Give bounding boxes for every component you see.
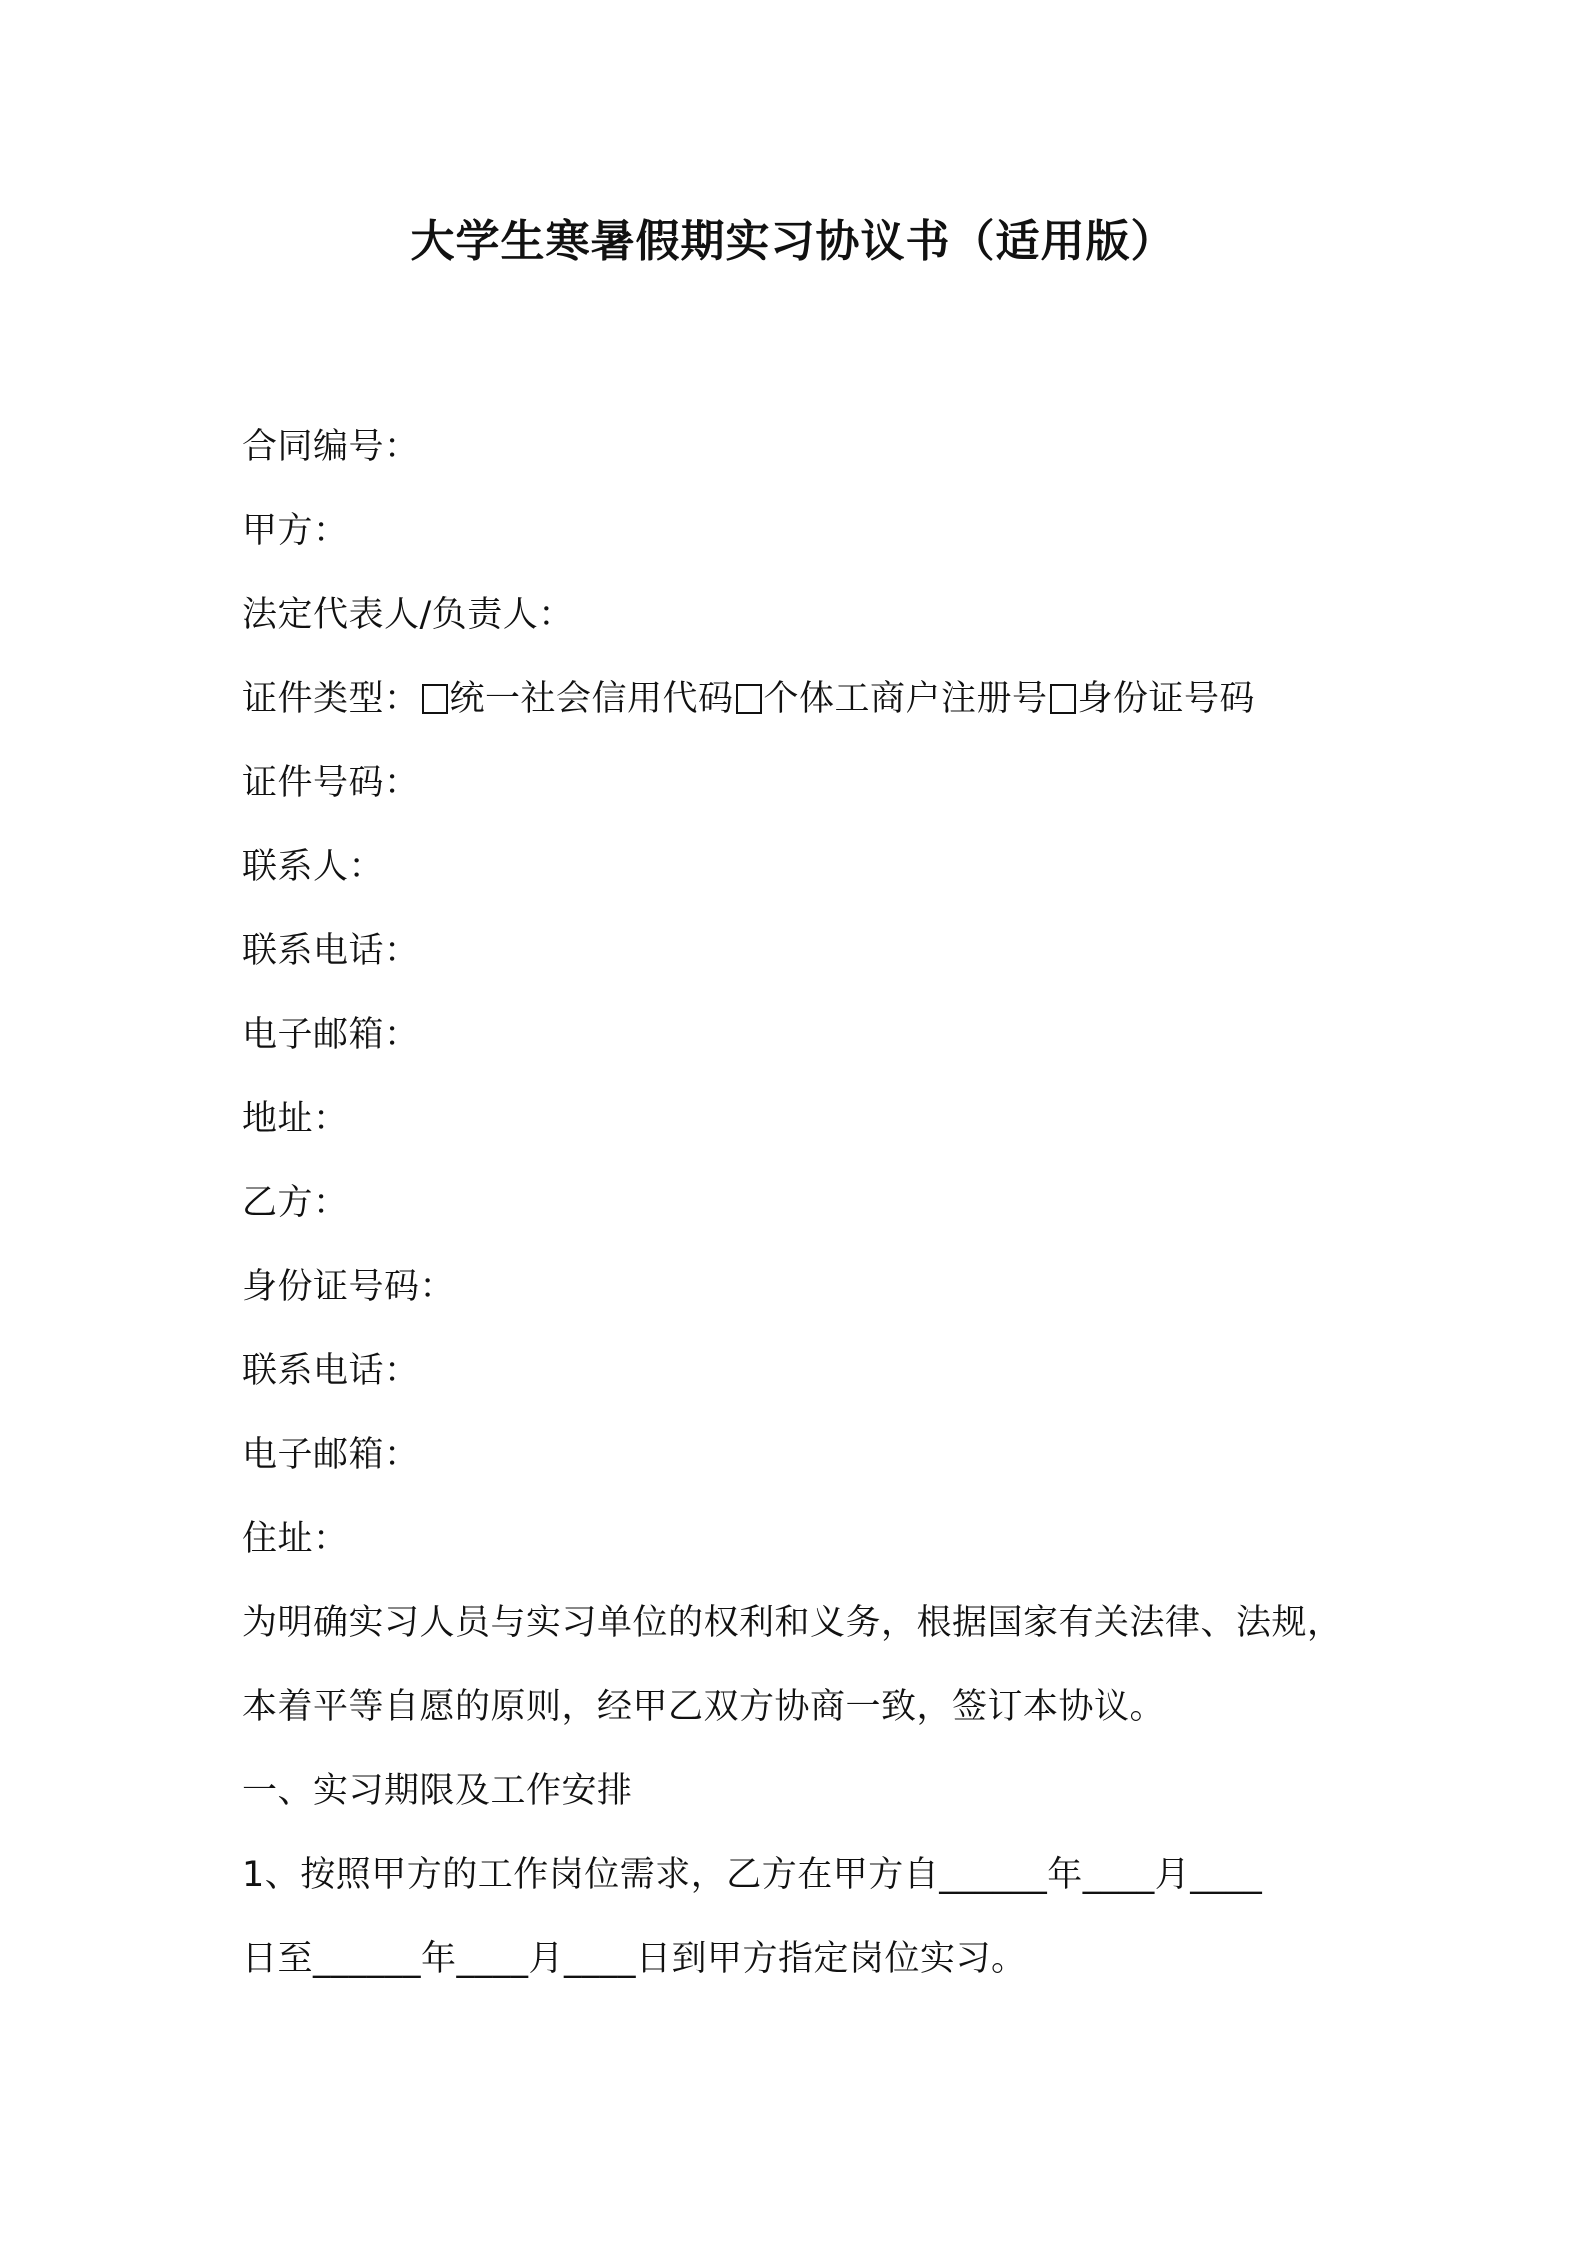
business-registration-checkbox[interactable] — [736, 684, 762, 714]
unified-credit-code-option: 统一社会信用代码 — [449, 679, 734, 719]
contact-person-line: 联系人： — [242, 847, 385, 887]
party-b-line: 乙方： — [242, 1183, 349, 1223]
party-b-phone-line: 联系电话： — [242, 1351, 420, 1391]
clause-1-line-2: 日至______年____月____日到甲方指定岗位实习。 — [242, 1939, 1027, 1979]
document-body — [242, 405, 1362, 2001]
section-1-heading: 一、实习期限及工作安排 — [242, 1771, 633, 1811]
unified-credit-code-checkbox[interactable] — [422, 684, 448, 714]
clause-1-line-1: 1、按照甲方的工作岗位需求，乙方在甲方自______年____月____ — [242, 1855, 1263, 1895]
id-card-option: 身份证号码 — [1077, 679, 1256, 719]
party-a-email-line: 电子邮箱： — [242, 1015, 420, 1055]
business-registration-option: 个体工商户注册号 — [763, 679, 1048, 719]
party-a-address-line: 地址： — [242, 1099, 349, 1139]
contract-number-line: 合同编号： — [242, 427, 420, 467]
party-a-line: 甲方： — [242, 511, 349, 551]
party-b-id-card-line: 身份证号码： — [242, 1267, 456, 1307]
id-type-line — [242, 657, 1362, 741]
id-type-label: 证件类型： — [242, 679, 420, 719]
id-number-line: 证件号码： — [242, 763, 420, 803]
party-a-phone-line: 联系电话： — [242, 931, 420, 971]
document-title: 大学生寒暑假期实习协议书（适用版） — [410, 216, 1176, 267]
legal-representative-line: 法定代表人/负责人： — [242, 595, 574, 635]
preamble-line-1: 为明确实习人员与实习单位的权利和义务，根据国家有关法律、法规， — [242, 1603, 1343, 1643]
party-b-email-line: 电子邮箱： — [242, 1435, 420, 1475]
id-card-checkbox[interactable] — [1050, 684, 1076, 714]
preamble-line-2: 本着平等自愿的原则，经甲乙双方协商一致，签订本协议。 — [242, 1687, 1166, 1727]
party-b-residence-line: 住址： — [242, 1519, 349, 1559]
